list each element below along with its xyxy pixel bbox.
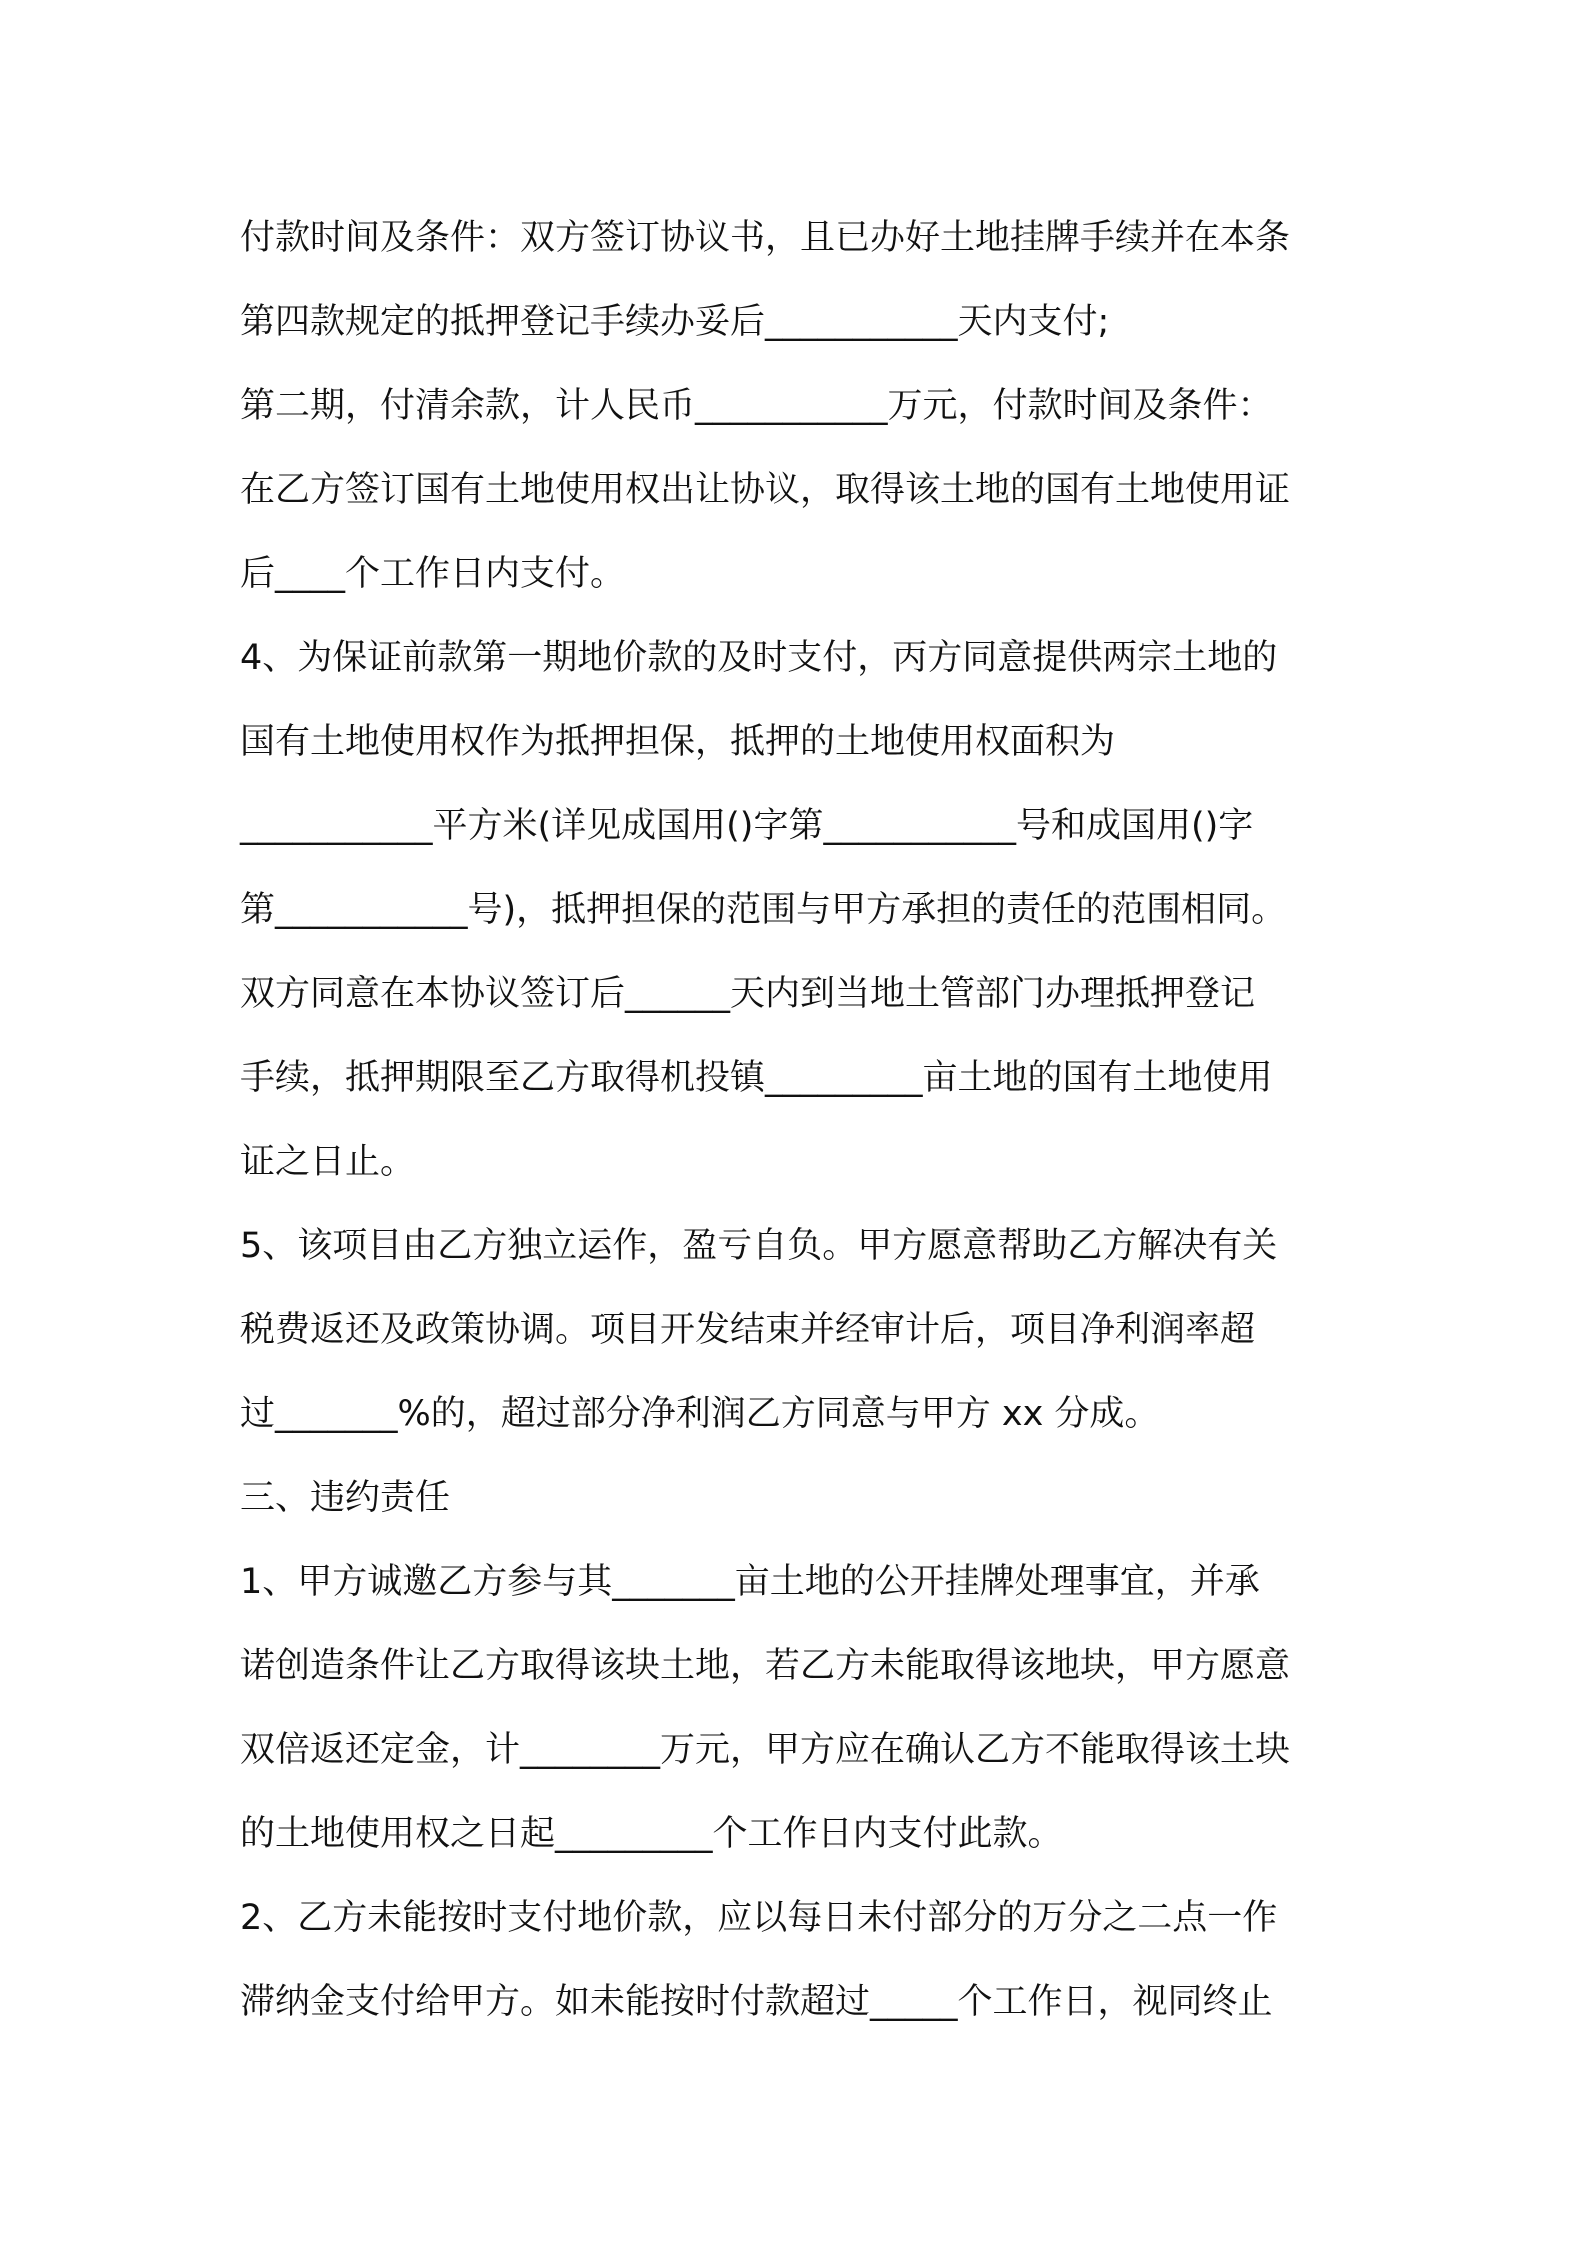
text-line: 的土地使用权之日起_________个工作日内支付此款。 <box>240 1814 1063 1854</box>
document-body <box>240 196 1360 2044</box>
text-line: ___________平方米(详见成国用()字第___________号和成国用()字 <box>240 806 1254 846</box>
text-line: 1、甲方诚邀乙方参与其_______亩土地的公开挂牌处理事宜，并承 <box>240 1562 1260 1602</box>
text-line: 双倍返还定金，计________万元，甲方应在确认乙方不能取得该土块 <box>240 1730 1291 1770</box>
text-line: 手续，抵押期限至乙方取得机投镇_________亩土地的国有土地使用 <box>240 1058 1273 1098</box>
text-line: 证之日止。 <box>240 1142 416 1182</box>
text-line: 双方同意在本协议签订后______天内到当地土管部门办理抵押登记 <box>240 974 1256 1014</box>
text-line: 第___________号)，抵押担保的范围与甲方承担的责任的范围相同。 <box>240 890 1287 930</box>
text-line: 后____个工作日内支付。 <box>240 554 626 594</box>
text-line: 2、乙方未能按时支付地价款，应以每日未付部分的万分之二点一作 <box>240 1898 1278 1938</box>
text-line: 诺创造条件让乙方取得该块土地，若乙方未能取得该地块，甲方愿意 <box>240 1646 1291 1686</box>
text-line: 过_______%的，超过部分净利润乙方同意与甲方 xx 分成。 <box>240 1394 1160 1434</box>
text-line: 税费返还及政策协调。项目开发结束并经审计后，项目净利润率超 <box>240 1310 1256 1350</box>
text-line: 5、该项目由乙方独立运作，盈亏自负。甲方愿意帮助乙方解决有关 <box>240 1226 1278 1266</box>
section-heading: 三、违约责任 <box>240 1478 451 1518</box>
text-line: 在乙方签订国有土地使用权出让协议，取得该土地的国有土地使用证 <box>240 470 1291 510</box>
text-line: 4、为保证前款第一期地价款的及时支付，丙方同意提供两宗土地的 <box>240 638 1278 678</box>
text-line: 国有土地使用权作为抵押担保，抵押的土地使用权面积为 <box>240 722 1116 762</box>
text-line: 滞纳金支付给甲方。如未能按时付款超过_____个工作日，视同终止 <box>240 1982 1273 2022</box>
text-line: 第四款规定的抵押登记手续办妥后___________天内支付; <box>240 302 1110 342</box>
text-line: 付款时间及条件：双方签订协议书，且已办好土地挂牌手续并在本条 <box>240 218 1291 258</box>
text-line: 第二期，付清余款，计人民币___________万元，付款时间及条件： <box>240 386 1273 426</box>
